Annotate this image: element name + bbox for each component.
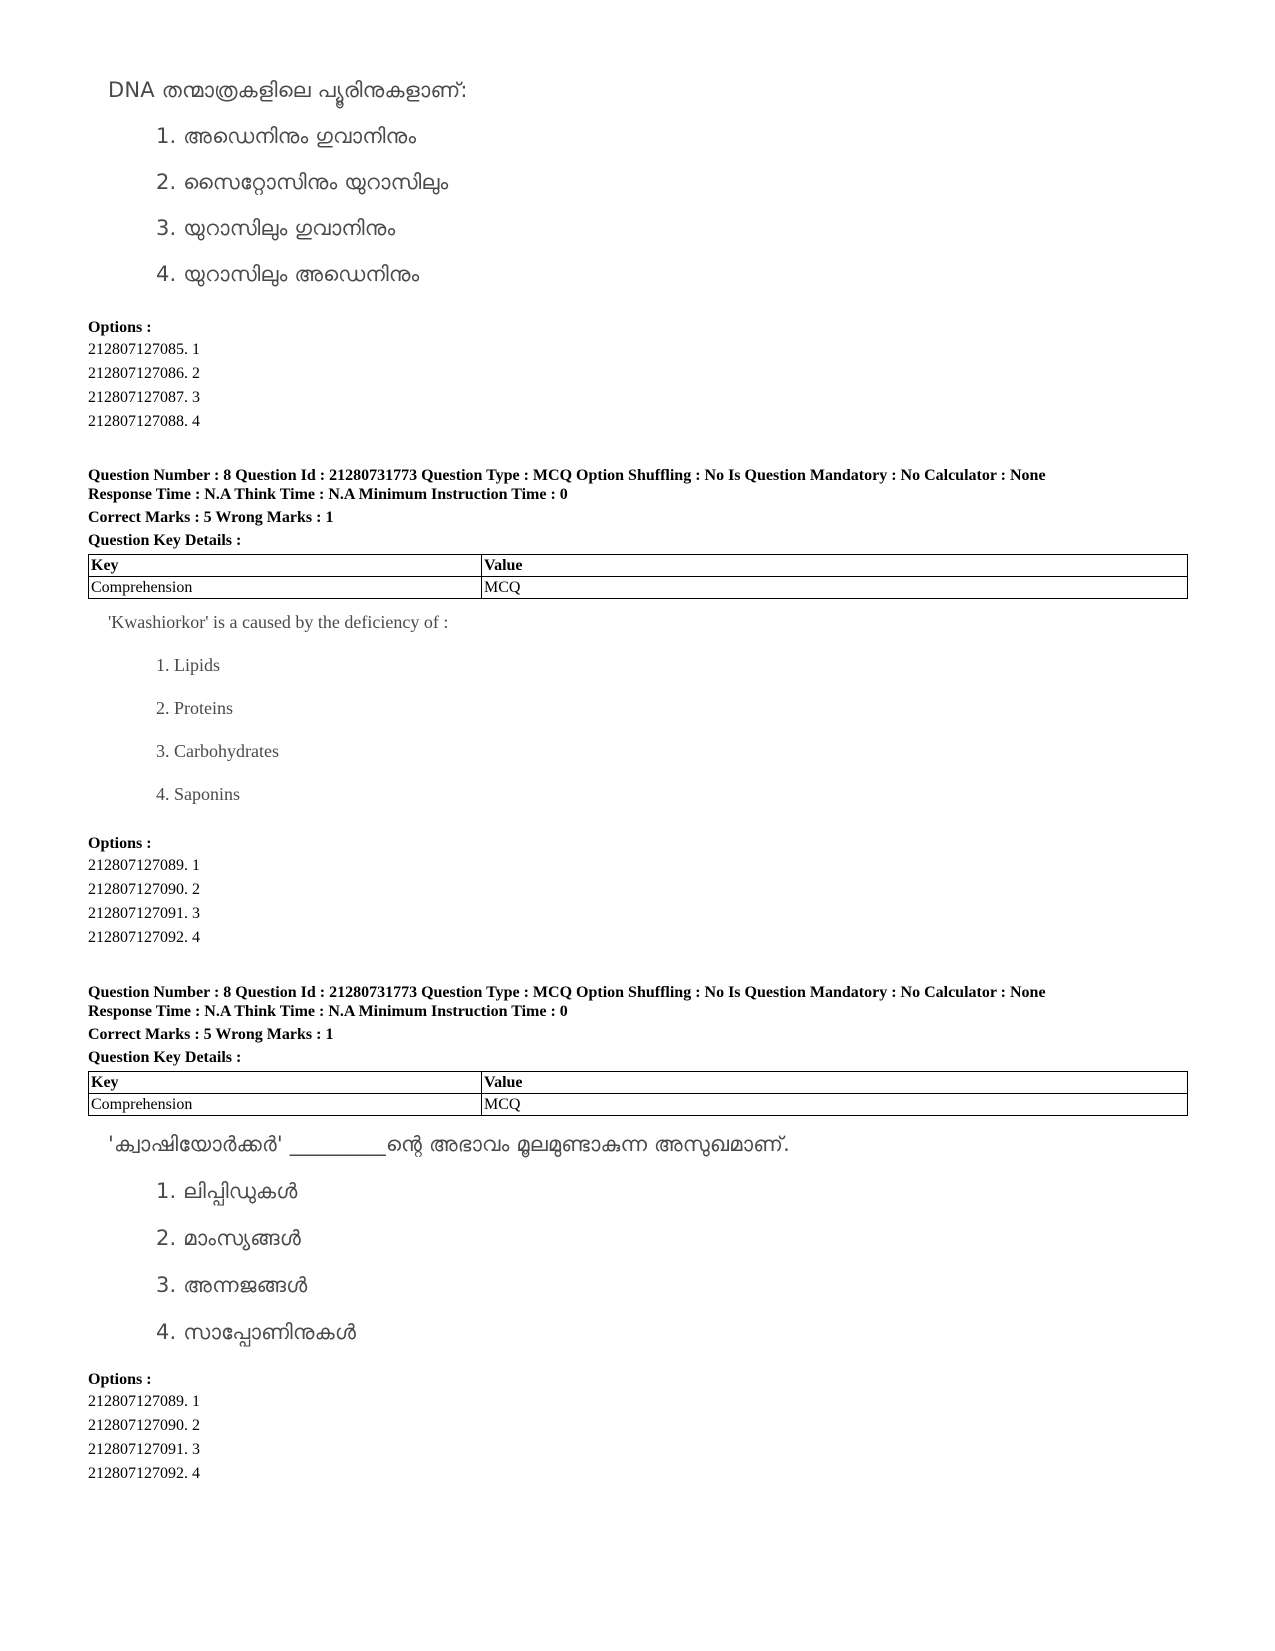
marks-line: Correct Marks : 5 Wrong Marks : 1 bbox=[88, 1026, 334, 1043]
question-image-1 bbox=[108, 78, 808, 298]
options-label: Options : bbox=[88, 319, 152, 336]
option-id: 212807127092. 4 bbox=[88, 1465, 200, 1482]
question-option: 2. Proteins bbox=[156, 698, 234, 718]
question-meta-line: Response Time : N.A Think Time : N.A Minimum Instruction Time : 0 bbox=[88, 1003, 568, 1020]
option-id: 212807127086. 2 bbox=[88, 365, 200, 382]
question-option: 4. സാപ്പോണിനുകൾ bbox=[156, 1320, 357, 1344]
value-header: Value bbox=[482, 1072, 1188, 1094]
option-id: 212807127087. 3 bbox=[88, 389, 200, 406]
question-image-2 bbox=[108, 612, 708, 812]
question-option: 1. Lipids bbox=[156, 655, 221, 675]
key-cell: Comprehension bbox=[89, 577, 482, 599]
option-id: 212807127085. 1 bbox=[88, 341, 200, 358]
question-meta-2 bbox=[88, 466, 1188, 599]
key-header: Key bbox=[89, 1072, 482, 1094]
option-id: 212807127091. 3 bbox=[88, 905, 200, 922]
question-option: 4. യുറാസിലും അഡെനിനും bbox=[156, 262, 420, 286]
key-details-table bbox=[88, 554, 1188, 599]
marks-line: Correct Marks : 5 Wrong Marks : 1 bbox=[88, 509, 334, 526]
option-id: 212807127092. 4 bbox=[88, 929, 200, 946]
question-option: 3. അന്നജങ്ങൾ bbox=[156, 1273, 308, 1297]
question-option: 2. സൈറ്റോസിനും യുറാസിലും bbox=[156, 170, 449, 194]
question-meta-line: Question Number : 8 Question Id : 21280731773 Question Type : MCQ Option Shuffling : No Is Question Mandatory : No Calculator : None bbox=[88, 467, 1046, 484]
question-option: 1. അഡെനിനും ഗുവാനിനും bbox=[156, 124, 417, 148]
question-image-3 bbox=[108, 1132, 1008, 1352]
question-stem: DNA തന്മാത്രകളിലെ പ്യൂരിനുകളാണ്: bbox=[108, 78, 468, 102]
question-meta-line: Response Time : N.A Think Time : N.A Minimum Instruction Time : 0 bbox=[88, 486, 568, 503]
key-cell: Comprehension bbox=[89, 1094, 482, 1116]
question-option: 1. ലിപ്പിഡുകൾ bbox=[156, 1179, 298, 1203]
question-stem: 'Kwashiorkor' is a caused by the deficiency of : bbox=[108, 612, 449, 632]
options-label: Options : bbox=[88, 835, 152, 852]
key-details-label: Question Key Details : bbox=[88, 1049, 242, 1066]
option-id: 212807127089. 1 bbox=[88, 857, 200, 874]
option-id: 212807127091. 3 bbox=[88, 1441, 200, 1458]
value-cell: MCQ bbox=[482, 577, 1188, 599]
option-id: 212807127090. 2 bbox=[88, 881, 200, 898]
question-option: 2. മാംസ്യങ്ങൾ bbox=[156, 1226, 302, 1250]
option-id: 212807127089. 1 bbox=[88, 1393, 200, 1410]
question-option: 3. യുറാസിലും ഗുവാനിനും bbox=[156, 216, 396, 240]
key-details-table bbox=[88, 1071, 1188, 1116]
key-header: Key bbox=[89, 555, 482, 577]
options-label: Options : bbox=[88, 1371, 152, 1388]
option-id: 212807127090. 2 bbox=[88, 1417, 200, 1434]
question-option: 3. Carbohydrates bbox=[156, 741, 279, 761]
question-stem: 'ക്വാഷിയോർക്കർ' _________ന്റെ അഭാവം മൂലമുണ്ടാകുന്ന അസുഖമാണ്. bbox=[108, 1132, 791, 1156]
value-header: Value bbox=[482, 555, 1188, 577]
question-meta-3 bbox=[88, 983, 1188, 1116]
options-section-1 bbox=[88, 318, 200, 434]
option-id: 212807127088. 4 bbox=[88, 413, 200, 430]
value-cell: MCQ bbox=[482, 1094, 1188, 1116]
key-details-label: Question Key Details : bbox=[88, 532, 242, 549]
question-meta-line: Question Number : 8 Question Id : 21280731773 Question Type : MCQ Option Shuffling : No Is Question Mandatory : No Calculator : None bbox=[88, 984, 1046, 1001]
options-section-2 bbox=[88, 834, 200, 950]
options-section-3 bbox=[88, 1370, 200, 1486]
question-option: 4. Saponins bbox=[156, 784, 241, 804]
